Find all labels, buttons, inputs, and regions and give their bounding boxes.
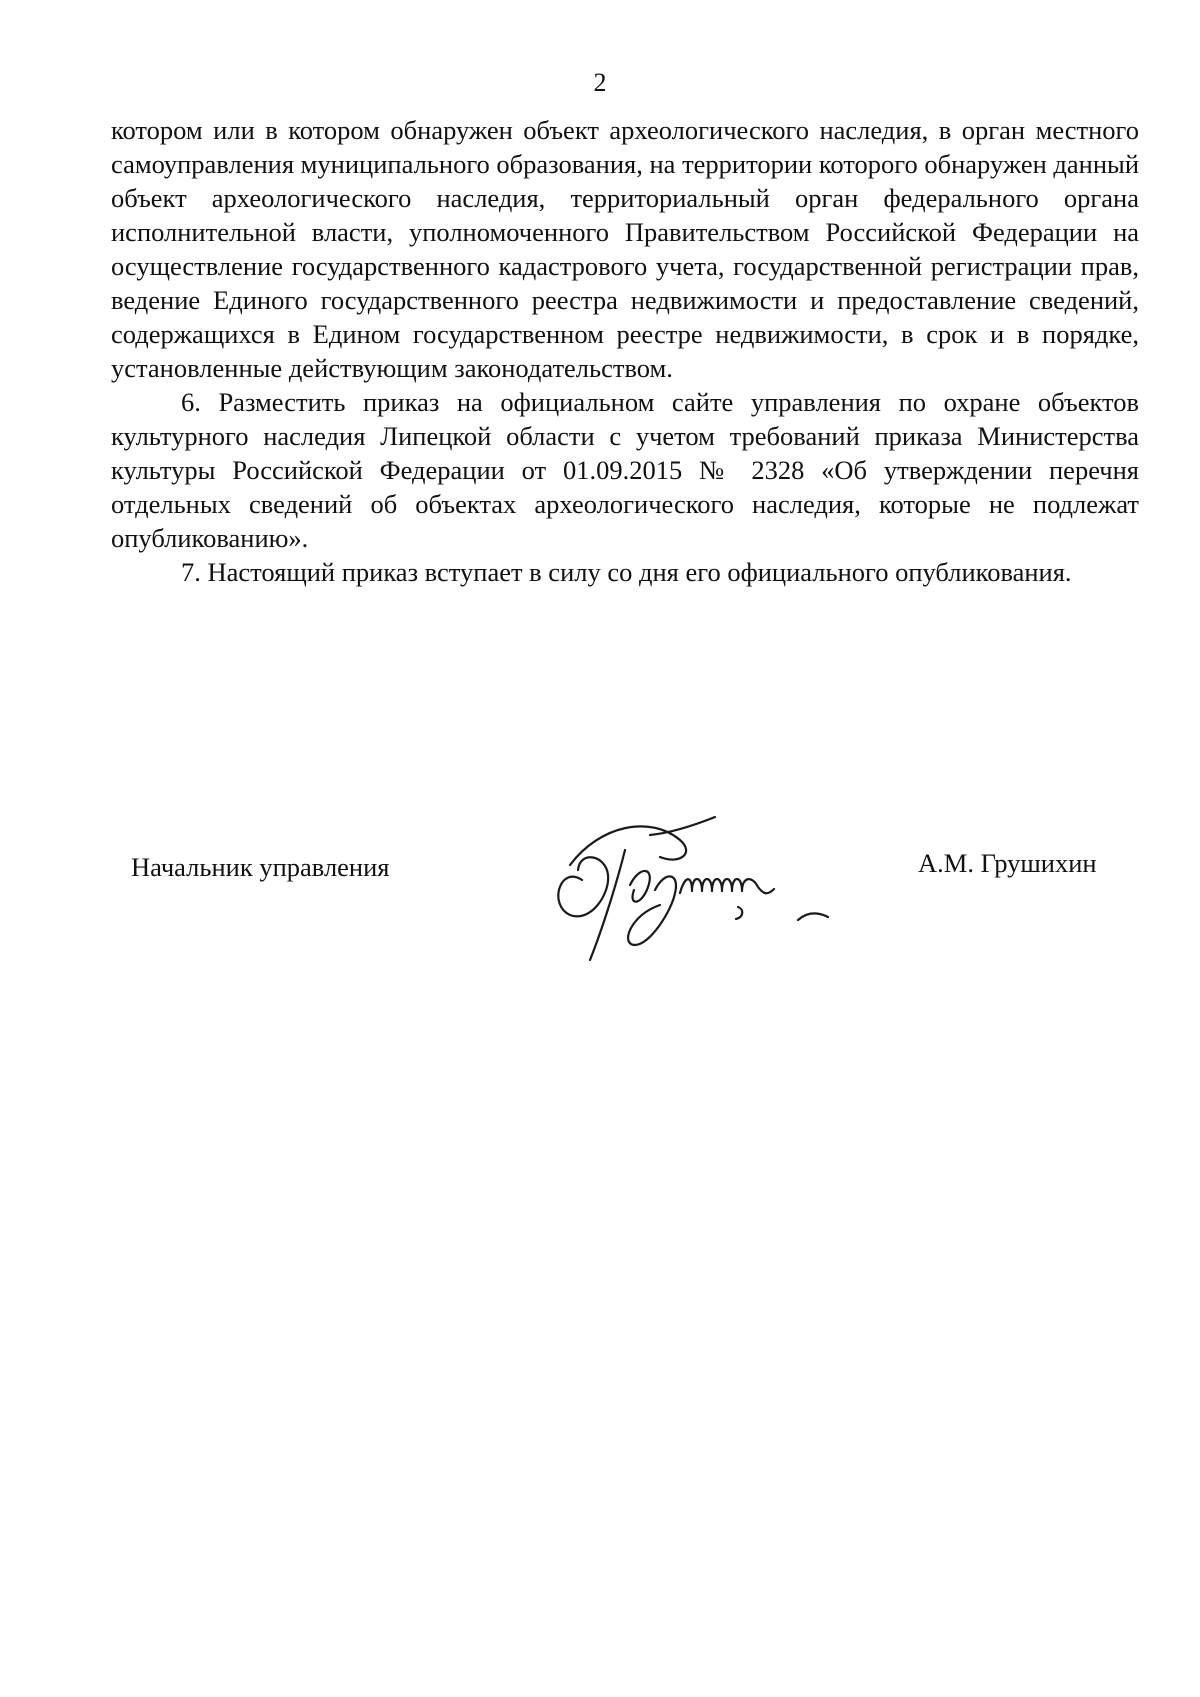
text-line: недвижимости и предоставление сведений, содержащихся в Едином [111,285,1139,349]
text-line: обнаружен данный объект археологического наследия, территориальный орган [111,149,1140,213]
text-line: котором или в котором обнаружен объект археологического наследия, в орган [111,115,1026,145]
text-line: федерального органа исполнительной власти, уполномоченного Правительством [111,183,1139,247]
paragraph-item-6 [111,385,1139,555]
page-number: 2 [593,68,607,97]
text-line: государственном реестре недвижимости, в срок и в порядке, установленные [111,319,1140,383]
signatory-name: А.М. Грушихин [918,848,1097,878]
paragraph-item-7 [111,555,1139,589]
handwritten-signature [530,795,890,965]
text-line: Российской Федерации на осуществление государственного кадастрового учета, [111,217,1140,281]
signature-block [0,850,1200,980]
text-line: 6. Разместить приказ на официальном сайте управления по охране объектов [181,387,1139,417]
text-line: местного самоуправления муниципального образования, на территории которого [111,115,1140,179]
document-body [111,113,1139,589]
text-line: культурного наследия Липецкой области с учетом требований приказа [111,421,963,451]
text-line: государственной регистрации прав, ведение Единого государственного реестра [111,251,1139,315]
paragraph-continuation [111,113,1139,385]
text-line: утверждении перечня отдельных сведений об объектах археологического наследия, [111,455,1139,519]
text-line: Министерства культуры Российской Федерации от 01.09.2015 № 2328 «Об [111,421,1140,485]
text-line: которые не подлежат опубликованию». [111,489,1139,553]
text-line: 7. Настоящий приказ вступает в силу со дня его официального опубликования. [181,557,1072,587]
text-line: действующим законодательством. [288,353,673,383]
signatory-position: Начальник управления [131,852,390,882]
